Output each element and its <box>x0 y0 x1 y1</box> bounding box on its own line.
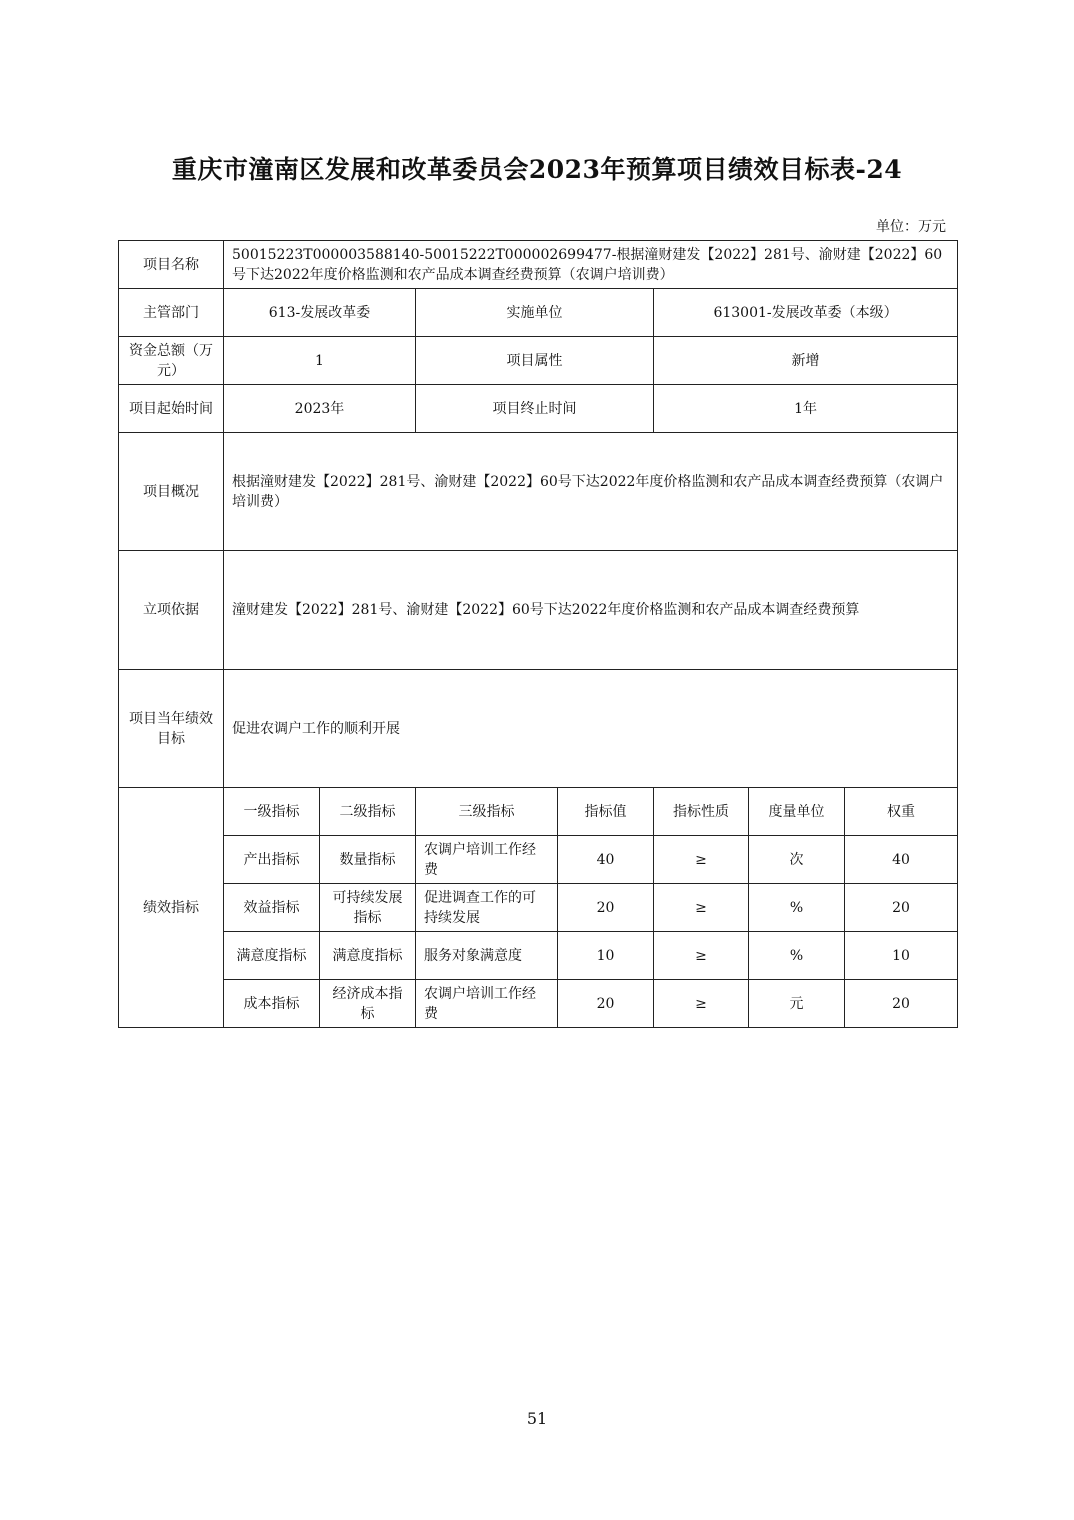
perf-cell-nature: ≥ <box>654 884 749 932</box>
perf-cell-level2: 满意度指标 <box>320 932 416 980</box>
perf-cell-unit: 元 <box>749 980 845 1028</box>
row-overview <box>119 433 958 551</box>
perf-cell-level1: 产出指标 <box>224 836 320 884</box>
page-number: 51 <box>526 1409 548 1428</box>
row-dept <box>119 289 958 337</box>
perf-header-level3: 三级指标 <box>416 788 558 836</box>
basis-value: 潼财建发【2022】281号、渝财建【2022】60号下达2022年度价格监测和农产品成本调查经费预算 <box>224 551 958 670</box>
perf-cell-weight: 20 <box>845 980 958 1028</box>
goal-value: 促进农调户工作的顺利开展 <box>224 670 958 788</box>
perf-cell-weight: 20 <box>845 884 958 932</box>
project-name-value: 50015223T000003588140-50015222T000002699477-根据潼财建发【2022】281号、渝财建【2022】60号下达2022年度价格监测和农产品成本调查经费预算（农调户培训费） <box>224 241 958 289</box>
perf-header-weight: 权重 <box>845 788 958 836</box>
perf-cell-level1: 满意度指标 <box>224 932 320 980</box>
performance-row <box>119 884 958 932</box>
row-funds <box>119 337 958 385</box>
budget-table <box>118 240 958 1028</box>
perf-cell-nature: ≥ <box>654 980 749 1028</box>
perf-cell-value: 20 <box>558 980 654 1028</box>
performance-row <box>119 980 958 1028</box>
perf-cell-value: 10 <box>558 932 654 980</box>
perf-cell-value: 40 <box>558 836 654 884</box>
perf-cell-unit: 次 <box>749 836 845 884</box>
perf-cell-level3: 促进调查工作的可持续发展 <box>416 884 558 932</box>
funds-label: 资金总额（万元） <box>119 337 224 385</box>
attr-value: 新增 <box>654 337 958 385</box>
perf-header-level2: 二级指标 <box>320 788 416 836</box>
unit-label: 单位：万元 <box>876 219 946 235</box>
row-period <box>119 385 958 433</box>
impl-unit-label: 实施单位 <box>416 289 654 337</box>
perf-cell-level3: 农调户培训工作经费 <box>416 980 558 1028</box>
attr-label: 项目属性 <box>416 337 654 385</box>
perf-cell-level3: 农调户培训工作经费 <box>416 836 558 884</box>
perf-cell-unit: % <box>749 932 845 980</box>
start-label: 项目起始时间 <box>119 385 224 433</box>
perf-header-nature: 指标性质 <box>654 788 749 836</box>
perf-header-value: 指标值 <box>558 788 654 836</box>
perf-header-level1: 一级指标 <box>224 788 320 836</box>
start-value: 2023年 <box>224 385 416 433</box>
perf-header-unit: 度量单位 <box>749 788 845 836</box>
page-title: 重庆市潼南区发展和改革委员会2023年预算项目绩效目标表-24 <box>171 155 903 184</box>
perf-cell-level3: 服务对象满意度 <box>416 932 558 980</box>
performance-label: 绩效指标 <box>119 788 224 1028</box>
overview-value: 根据潼财建发【2022】281号、渝财建【2022】60号下达2022年度价格监测和农产品成本调查经费预算（农调户培训费） <box>224 433 958 551</box>
perf-cell-unit: % <box>749 884 845 932</box>
perf-cell-weight: 10 <box>845 932 958 980</box>
row-project-name <box>119 241 958 289</box>
perf-cell-nature: ≥ <box>654 932 749 980</box>
perf-cell-level2: 数量指标 <box>320 836 416 884</box>
goal-label: 项目当年绩效目标 <box>119 670 224 788</box>
row-goal <box>119 670 958 788</box>
perf-cell-weight: 40 <box>845 836 958 884</box>
end-value: 1年 <box>654 385 958 433</box>
row-basis <box>119 551 958 670</box>
perf-cell-value: 20 <box>558 884 654 932</box>
performance-header-row <box>119 788 958 836</box>
perf-cell-level1: 成本指标 <box>224 980 320 1028</box>
perf-cell-nature: ≥ <box>654 836 749 884</box>
performance-row <box>119 932 958 980</box>
perf-cell-level2: 经济成本指标 <box>320 980 416 1028</box>
overview-label: 项目概况 <box>119 433 224 551</box>
dept-label: 主管部门 <box>119 289 224 337</box>
performance-row <box>119 836 958 884</box>
basis-label: 立项依据 <box>119 551 224 670</box>
perf-cell-level1: 效益指标 <box>224 884 320 932</box>
dept-value: 613-发展改革委 <box>224 289 416 337</box>
end-label: 项目终止时间 <box>416 385 654 433</box>
project-name-label: 项目名称 <box>119 241 224 289</box>
perf-cell-level2: 可持续发展指标 <box>320 884 416 932</box>
funds-value: 1 <box>224 337 416 385</box>
impl-unit-value: 613001-发展改革委（本级） <box>654 289 958 337</box>
